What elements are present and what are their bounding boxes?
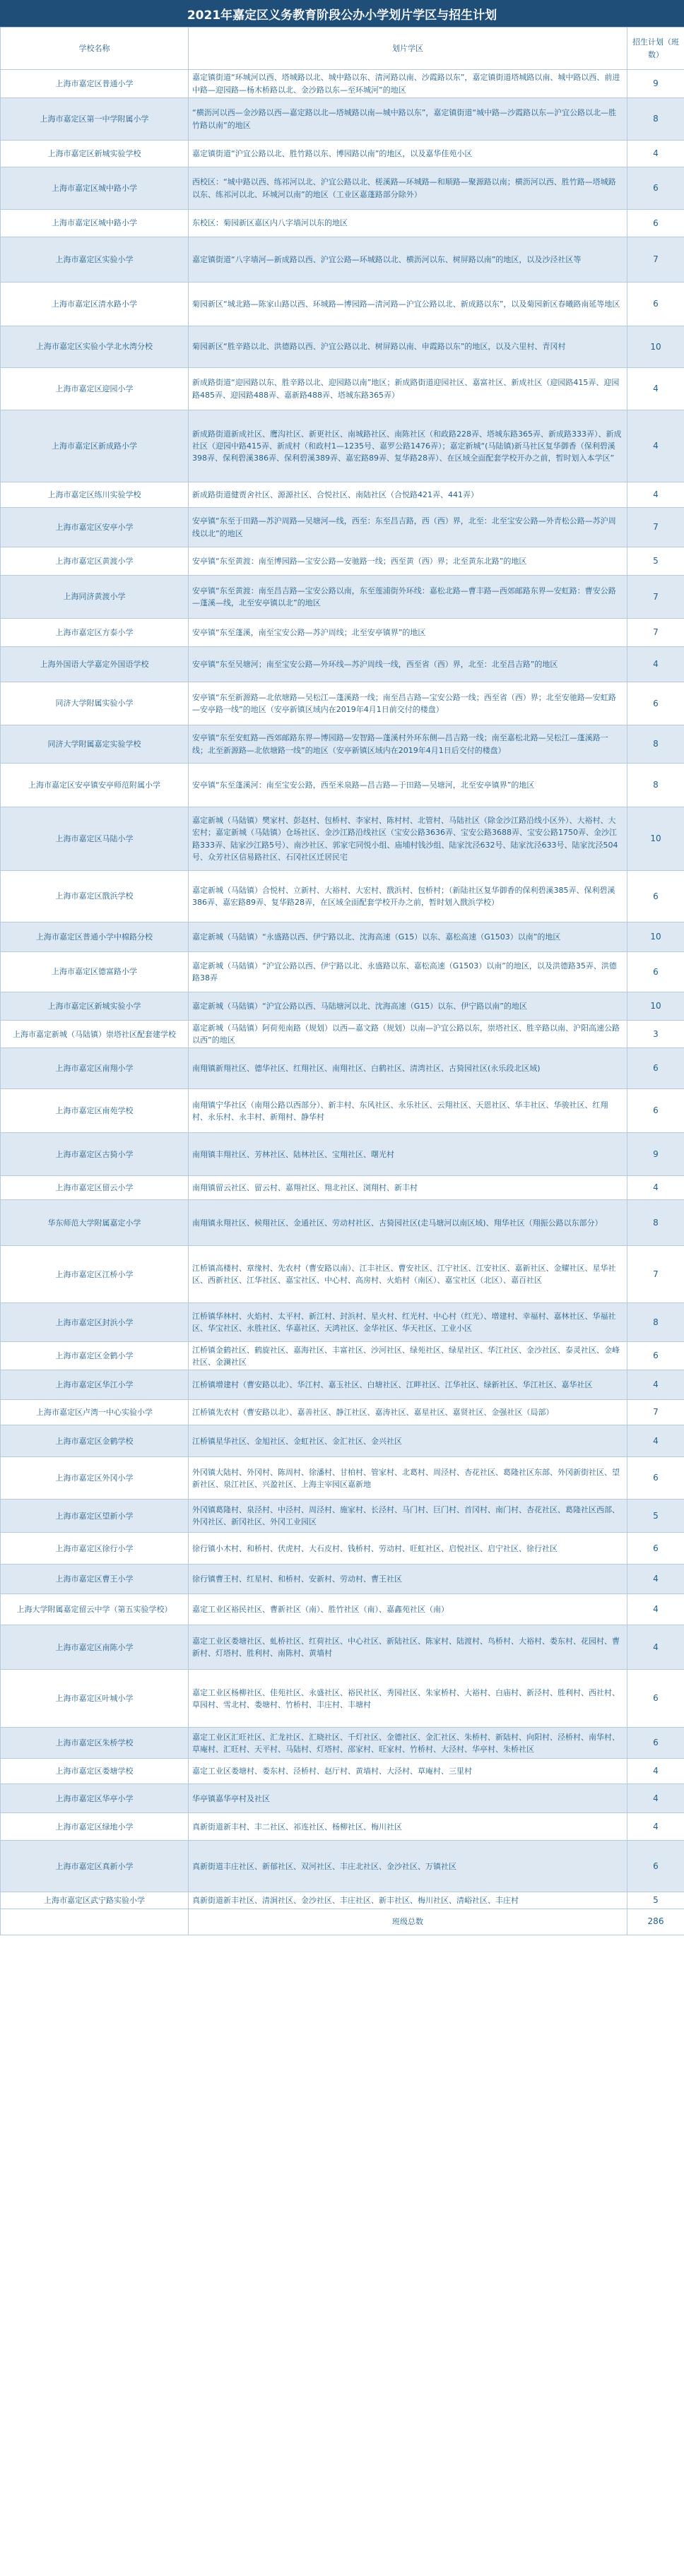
table-row	[1, 283, 684, 326]
row-plan-count: 8	[627, 764, 684, 807]
row-plan-count: 8	[627, 1200, 684, 1246]
row-school-name: 上海市嘉定区城中路小学	[1, 210, 189, 237]
row-zone-description: 南翔镇丰翔社区、芳林社区、陆林社区、宝翔社区、曙光村	[189, 1133, 627, 1176]
table-row	[1, 1303, 684, 1342]
total-value: 286	[627, 1909, 684, 1935]
row-plan-count: 6	[627, 1342, 684, 1370]
row-school-name: 上海市嘉定区娄塘学校	[1, 1759, 189, 1784]
table-header-row	[1, 28, 684, 70]
table-row	[1, 141, 684, 167]
row-plan-count: 10	[627, 807, 684, 871]
row-school-name: 上海市嘉定区留云小学	[1, 1176, 189, 1200]
row-zone-description: 江桥镇增建村（曹安路以北）、华江村、嘉玉社区、白塘社区、江畔社区、江华社区、绿新社区、华江社区、嘉华社区	[189, 1370, 627, 1400]
table-body	[1, 70, 684, 1909]
row-zone-description: 嘉定工业区汇旺社区、汇龙社区、汇晓社区、千灯社区、金德社区、金汇社区、朱桥村、新陆村、向阳村、泾桥村、南华村、草庵村、汇旺村、天平村、马陆村、灯塔村、邵家村、旺家村、竹桥村、大泾村、华亭村、朱桥社区	[189, 1728, 627, 1759]
row-plan-count: 4	[627, 1813, 684, 1841]
total-row	[1, 1909, 684, 1935]
row-zone-description: 徐行镇小木村、和桥村、伏虎村、大石皮村、钱桥村、劳动村、旺虹社区、启悦社区、启宁社区、徐行社区	[189, 1533, 627, 1565]
row-zone-description: 嘉定新城（马陆镇）合悦村、立新村、大裕村、大宏村、戬浜村、包桥村；（新陆社区复华御香的保利碧溪385弄、保利碧溪386弄、嘉宏路89弄、复华路28弄，在区域全面配套学校开办之前，暂时划入戬浜学校）	[189, 871, 627, 922]
row-plan-count: 6	[627, 167, 684, 210]
row-zone-description: 嘉定工业区杨柳社区、佳苑社区、永盛社区、裕民社区、秀园社区、朱家桥村、大裕村、白庙村、新泾村、胜利村、西社村、草园村、雪北村、娄塘村、竹桥村、丰庄村、丰塘村	[189, 1670, 627, 1728]
row-plan-count: 6	[627, 1728, 684, 1759]
row-zone-description: 嘉定镇街道“环城河以西、塔城路以北、城中路以东、清河路以南、沙霞路以东”，嘉定镇街道塔城路以南、城中路以西、前进中路—迎园路—杨木桥路以北、金沙路以东—至环城河”的地区	[189, 70, 627, 98]
table-row	[1, 1370, 684, 1400]
row-school-name: 上海市嘉定区华亭小学	[1, 1784, 189, 1813]
row-plan-count: 4	[627, 647, 684, 682]
row-school-name: 上海市嘉定区金鹤学校	[1, 1425, 189, 1457]
row-plan-count: 6	[627, 1841, 684, 1892]
table-row	[1, 1400, 684, 1425]
header-plan: 招生计划（班数）	[627, 28, 684, 70]
row-school-name: 上海市嘉定区南苑学校	[1, 1089, 189, 1133]
row-school-name: 上海市嘉定区新城实验小学	[1, 992, 189, 1021]
row-school-name: 上海市嘉定区新城实验学校	[1, 141, 189, 167]
table-row	[1, 952, 684, 992]
table-row	[1, 871, 684, 922]
table-row	[1, 237, 684, 283]
row-plan-count: 6	[627, 210, 684, 237]
row-zone-description: 嘉定工业区娄塘村、娄东村、泾桥村、赵厅村、黄墙村、大泾村、草庵村、三里村	[189, 1759, 627, 1784]
row-school-name: 上海市嘉定区迎园小学	[1, 368, 189, 410]
row-school-name: 上海市嘉定区江桥小学	[1, 1246, 189, 1303]
row-zone-description: 安亭镇“东至安虹路—西郊邮路东界—博园路—安智路—蓬溪村外环东侧—昌吉路一线；南至嘉松北路—吴松江—蓬溪路一线；北至新源路—北依塘路一线”的地区（安亭新镇区域内在2019年4月1日后交付的楼盘）	[189, 725, 627, 764]
table-row	[1, 98, 684, 141]
row-zone-description: 东校区：菊园新区嘉区内八字墙河以东的地区	[189, 210, 627, 237]
row-zone-description: 外冈镇大陆村、外冈村、陈周村、徐潘村、甘柏村、管家村、北葛村、周泾村、杏花社区、葛隆社区东部、外冈新街社区、望新社区、泉江社区、兴盈社区、上海主宰园区嘉新地	[189, 1457, 627, 1500]
row-zone-description: 嘉定镇街道“沪宜公路以北、胜竹路以东、博园路以南”的地区，以及嘉华佳苑小区	[189, 141, 627, 167]
row-school-name: 同济大学附属嘉定实验学校	[1, 725, 189, 764]
row-school-name: 上海市嘉定区武宁路实验小学	[1, 1892, 189, 1909]
row-plan-count: 4	[627, 141, 684, 167]
table-row	[1, 1089, 684, 1133]
table-row	[1, 1841, 684, 1892]
row-plan-count: 6	[627, 283, 684, 326]
table-row	[1, 547, 684, 576]
row-school-name: 上海市嘉定区城中路小学	[1, 167, 189, 210]
row-plan-count: 7	[627, 619, 684, 647]
row-school-name: 上海市嘉定区卢湾一中心实验小学	[1, 1400, 189, 1425]
row-plan-count: 7	[627, 1400, 684, 1425]
row-zone-description: 外冈镇葛隆村、泉泾村、中泾村、周泾村、施家村、长泾村、马门村、巨门村、首冈村、南门村、杏花社区、葛隆社区西部、外冈社区、新冈社区、外冈工业园区	[189, 1500, 627, 1533]
row-school-name: 上海市嘉定区新成路小学	[1, 410, 189, 482]
row-plan-count: 10	[627, 922, 684, 952]
row-school-name: 上海市嘉定区外冈小学	[1, 1457, 189, 1500]
table-row	[1, 482, 684, 508]
table-row	[1, 1813, 684, 1841]
row-plan-count: 6	[627, 1048, 684, 1089]
row-zone-description: 嘉定镇街道“八字墙河—新成路以西、沪宜公路—环城路以北、横沥河以东、树屏路以南”的地区，以及沙泾社区等	[189, 237, 627, 283]
table-row	[1, 70, 684, 98]
row-zone-description: 安亭镇“东至于田路—苏沪周路—吴塘河—线，西至：东至昌吉路，西（西）界，北至：北至宝安公路—外青松公路—苏沪周线以北”的地区	[189, 508, 627, 547]
row-plan-count: 7	[627, 1246, 684, 1303]
row-zone-description: 江桥镇高楼村、章缘村、先农村（曹安路以南）、江丰社区、曹安社区、江宁社区、江安社区、嘉新社区、金耀社区、星华社区、西新社区、江华社区、嘉宝社区、中心村、高房村、火焰村（南区）、嘉宝社区（北区）、嘉百社区	[189, 1246, 627, 1303]
row-school-name: 上海市嘉定区普通小学	[1, 70, 189, 98]
table-row	[1, 508, 684, 547]
table-row	[1, 1533, 684, 1565]
row-school-name: 上海市嘉定区真新小学	[1, 1841, 189, 1892]
row-school-name: 上海市嘉定区安亭小学	[1, 508, 189, 547]
table-row	[1, 922, 684, 952]
row-zone-description: 南翔镇永翔社区、候翔社区、金通社区、劳动村社区、古猗园社区(走马塘河以南区域)、翔华社区（翔振公路以东部分）	[189, 1200, 627, 1246]
table-row	[1, 576, 684, 619]
table-row	[1, 1784, 684, 1813]
row-school-name: 上海市嘉定区戬浜学校	[1, 871, 189, 922]
row-plan-count: 7	[627, 237, 684, 283]
table-row	[1, 1021, 684, 1048]
table-row	[1, 326, 684, 368]
row-zone-description: 安亭镇“东至蓬溪，南至宝安公路—苏沪周线；北至安亭镇界”的地区	[189, 619, 627, 647]
row-zone-description: 新成路街道健贾舍社区、源源社区、合悦社区、南陆社区（合悦路421弄、441弄）	[189, 482, 627, 508]
table-row	[1, 647, 684, 682]
row-school-name: 上海市嘉定区封浜小学	[1, 1303, 189, 1342]
row-zone-description: 南翔镇新翔社区、德华社区、红翔社区、南翔社区、白鹤社区、清湾社区、古猗园社区(永乐段北区域)	[189, 1048, 627, 1089]
table-row	[1, 764, 684, 807]
table-row	[1, 210, 684, 237]
enrollment-table	[0, 27, 684, 1935]
row-plan-count: 4	[627, 1425, 684, 1457]
row-zone-description: 真新街道丰庄社区、新郁社区、双河社区、丰庄北社区、金沙社区、万镇社区	[189, 1841, 627, 1892]
table-row	[1, 1594, 684, 1625]
row-school-name: 上海市嘉定新城（马陆镇）崇塔社区配套建学校	[1, 1021, 189, 1048]
row-school-name: 上海市嘉定区实验小学北水湾分校	[1, 326, 189, 368]
row-school-name: 上海市嘉定区马陆小学	[1, 807, 189, 871]
row-plan-count: 10	[627, 326, 684, 368]
row-plan-count: 6	[627, 1089, 684, 1133]
row-school-name: 上海市嘉定区黄渡小学	[1, 547, 189, 576]
row-zone-description: 西校区：“城中路以西、练祁河以北、沪宜公路以北、槎溪路—环城路—和顺路—聚源路以南；横沥河以西、胜竹路—塔城路以东、练祁河以北、环城河以南”的地区（工业区嘉蓬路部分除外）	[189, 167, 627, 210]
row-plan-count: 4	[627, 1625, 684, 1670]
table-row	[1, 1176, 684, 1200]
table-row	[1, 725, 684, 764]
row-school-name: 上海市嘉定区第一中学附属小学	[1, 98, 189, 141]
row-plan-count: 5	[627, 1892, 684, 1909]
row-zone-description: 嘉定工业区裕民社区、曹新社区（南）、胜竹社区（南）、嘉鑫苑社区（南）	[189, 1594, 627, 1625]
row-school-name: 上海外国语大学嘉定外国语学校	[1, 647, 189, 682]
row-school-name: 上海市嘉定区实验小学	[1, 237, 189, 283]
row-plan-count: 7	[627, 508, 684, 547]
row-school-name: 上海市嘉定区德富路小学	[1, 952, 189, 992]
table-row	[1, 682, 684, 725]
row-school-name: 上海市嘉定区望新小学	[1, 1500, 189, 1533]
table-row	[1, 807, 684, 871]
row-zone-description: 新成路街道新成社区、鹰沟社区、新更社区、南城路社区、南陈社区（和政路228弄、塔城东路365弄、新成路333弄）、新成社区（迎园中路415弄、新成村（和政村1—1235号、嘉罗公路1476弄）；嘉定新城“(马陆镇)新马社区复华御香（保利碧溪398弄、保利碧溪386弄、保利碧溪389弄、嘉宏路89弄、复华路28弄）、在区域全面配套学校开办之前，暂时划入本学区”	[189, 410, 627, 482]
row-plan-count: 8	[627, 98, 684, 141]
row-school-name: 华东师范大学附属嘉定小学	[1, 1200, 189, 1246]
page-title: 2021年嘉定区义务教育阶段公办小学划片学区与招生计划	[0, 0, 684, 27]
row-zone-description: 嘉定新城（马陆镇）“永盛路以西、伊宁路以北、沈海高速（G15）以东、嘉松高速（G1503）以南”的地区	[189, 922, 627, 952]
row-school-name: 同济大学附属实验小学	[1, 682, 189, 725]
table-row	[1, 167, 684, 210]
row-plan-count: 4	[627, 1784, 684, 1813]
table-row	[1, 1892, 684, 1909]
table-row	[1, 1200, 684, 1246]
table-row	[1, 1133, 684, 1176]
row-school-name: 上海市嘉定区绿地小学	[1, 1813, 189, 1841]
table-row	[1, 1457, 684, 1500]
row-plan-count: 6	[627, 682, 684, 725]
table-row	[1, 368, 684, 410]
row-plan-count: 8	[627, 1303, 684, 1342]
row-plan-count: 6	[627, 952, 684, 992]
row-zone-description: 安亭镇“东至蓬溪河：南至宝安公路，西至米泉路—昌吉路—于田路—吴塘河，北至安亭镇界”的地区	[189, 764, 627, 807]
row-zone-description: 江桥镇先农村（曹安路以北）、嘉善社区、静江社区、嘉涛社区、嘉星社区、嘉贤社区、金强社区（局部）	[189, 1400, 627, 1425]
table-row	[1, 1625, 684, 1670]
table-row	[1, 1246, 684, 1303]
row-plan-count: 10	[627, 992, 684, 1021]
table-row	[1, 1500, 684, 1533]
row-plan-count: 4	[627, 410, 684, 482]
row-plan-count: 7	[627, 576, 684, 619]
row-school-name: 上海市嘉定区南翔小学	[1, 1048, 189, 1089]
row-school-name: 上海市嘉定区徐行小学	[1, 1533, 189, 1565]
row-zone-description: “横沥河以西—金沙路以西—嘉定路以北—塔城路以南—城中路以东”，嘉定镇街道“城中路—沙霞路以东—沪宜公路以北—胜竹路以南”的地区	[189, 98, 627, 141]
row-school-name: 上海市嘉定区普通小学中棉路分校	[1, 922, 189, 952]
table-row	[1, 1728, 684, 1759]
row-zone-description: 菊园新区“胜辛路以北、洪德路以西、沪宜公路以北、树屏路以南、申霞路以东”的地区，以及六里村、青冈村	[189, 326, 627, 368]
row-zone-description: 菊园新区“城北路—陈家山路以西、环城路—博园路—清河路—沪宜公路以北、新成路以东”，以及菊园新区春曦路南延等地区	[189, 283, 627, 326]
row-zone-description: 安亭镇“东至黄渡：南至博园路—宝安公路—安驰路一线；西至黄（西）界；北至黄东北路”的地区	[189, 547, 627, 576]
row-zone-description: 安亭镇“东至黄渡：南至昌吉路—宝安公路以南，东至莲浦街外环线：嘉松北路—曹丰路—西郊邮路东界—安虹路：曹安公路—蓬溪—线，北至安亭镇以北”的地区	[189, 576, 627, 619]
row-zone-description: 徐行镇曹王村、红星村、和桥村、安新村、劳动村、曹王社区	[189, 1565, 627, 1594]
row-school-name: 上海大学附属嘉定留云中学（第五实验学校）	[1, 1594, 189, 1625]
row-plan-count: 4	[627, 482, 684, 508]
row-plan-count: 9	[627, 70, 684, 98]
row-zone-description: 嘉定新城（马陆镇）阿荷苑南路（规划）以西—嘉文路（规划）以南—沪宜公路以东，崇塔社区、胜辛路以南、沪阳高速公路以西”的地区	[189, 1021, 627, 1048]
header-school: 学校名称	[1, 28, 189, 70]
row-school-name: 上海市嘉定区南陈小学	[1, 1625, 189, 1670]
row-plan-count: 4	[627, 368, 684, 410]
row-plan-count: 4	[627, 1370, 684, 1400]
table-row	[1, 1425, 684, 1457]
row-plan-count: 4	[627, 1565, 684, 1594]
row-plan-count: 4	[627, 1594, 684, 1625]
row-zone-description: 真新街道新丰村、丰二社区、祁连社区、杨柳社区、梅川社区	[189, 1813, 627, 1841]
table-row	[1, 992, 684, 1021]
row-school-name: 上海市嘉定区曹王小学	[1, 1565, 189, 1594]
row-school-name: 上海同济黄渡小学	[1, 576, 189, 619]
row-plan-count: 6	[627, 1457, 684, 1500]
table-row	[1, 1342, 684, 1370]
row-zone-description: 华亭镇嘉华亭村及社区	[189, 1784, 627, 1813]
row-zone-description: 嘉定新城（马陆镇）“沪宜公路以西、伊宁路以北、永盛路以东、嘉松高速（G1503）以南”的地区，以及洪德路35弄、洪德路38弄	[189, 952, 627, 992]
row-zone-description: 南翔镇宁华社区（南翔公路以西部分）、新丰村、东风社区、永乐社区、云翔社区、天恩社区、华丰社区、华骏社区、红翔村、永乐村、永丰村、新翔村、静华村	[189, 1089, 627, 1133]
row-zone-description: 嘉定新城（马陆镇）“沪宜公路以西、马陆塘河以北、沈海高速（G15）以东、伊宁路以南”的地区	[189, 992, 627, 1021]
row-school-name: 上海市嘉定区方泰小学	[1, 619, 189, 647]
row-school-name: 上海市嘉定区朱桥学校	[1, 1728, 189, 1759]
row-school-name: 上海市嘉定区华江小学	[1, 1370, 189, 1400]
row-plan-count: 6	[627, 1533, 684, 1565]
table-row	[1, 1759, 684, 1784]
row-plan-count: 4	[627, 1759, 684, 1784]
table-row	[1, 1565, 684, 1594]
row-plan-count: 6	[627, 1670, 684, 1728]
table-row	[1, 410, 684, 482]
row-zone-description: 嘉定工业区娄塘社区、虬桥社区、红荷社区、中心社区、新陆社区、陈家村、陆渡村、鸟桥村、大裕村、娄东村、花园村、曹新村、灯塔村、胜利村、南陈村、黄墙村	[189, 1625, 627, 1670]
table-row	[1, 1670, 684, 1728]
row-school-name: 上海市嘉定区古猗小学	[1, 1133, 189, 1176]
row-school-name: 上海市嘉定区安亭镇安亭师范附属小学	[1, 764, 189, 807]
row-plan-count: 5	[627, 1500, 684, 1533]
row-plan-count: 3	[627, 1021, 684, 1048]
total-label: 班级总数	[189, 1909, 627, 1935]
row-plan-count: 8	[627, 725, 684, 764]
table-row	[1, 619, 684, 647]
row-plan-count: 9	[627, 1133, 684, 1176]
row-plan-count: 5	[627, 547, 684, 576]
row-zone-description: 新成路街道“迎园路以东、胜辛路以北、迎园路以南”地区；新成路街道迎园社区、嘉富社区、新成社区（迎园路415弄、迎园路485弄、迎园路488弄、嘉新路488弄、塔城东路365弄）	[189, 368, 627, 410]
row-zone-description: 江桥镇星华社区、金旭社区、金虹社区、金汇社区、金兴社区	[189, 1425, 627, 1457]
header-zone: 划片学区	[189, 28, 627, 70]
row-school-name: 上海市嘉定区清水路小学	[1, 283, 189, 326]
row-zone-description: 真新街道新丰社区、清涧社区、金沙社区、丰庄社区、新丰社区、梅川社区、清峪社区、丰庄村	[189, 1892, 627, 1909]
table-row	[1, 1048, 684, 1089]
row-zone-description: 安亭镇“东至新源路—北依塘路—吴松江—蓬溪路一线；南至昌吉路—宝安公路一线；西至省（西）界；北至安驰路—安虹路—安亭路一线”的地区（安亭新镇区域内在2019年4月1日前交付的楼盘）	[189, 682, 627, 725]
row-school-name: 上海市嘉定区金鹤小学	[1, 1342, 189, 1370]
row-zone-description: 南翔镇留云社区、留云村、嘉翔社区、翔北社区、浏翔村、新丰村	[189, 1176, 627, 1200]
row-zone-description: 嘉定新城（马陆镇）樊家村、彭赵村、包桥村、李家村、陈村村、北管村、马陆社区（除金沙江路沿线小区外）、大裕村、大宏村；嘉定新城（马陆镇）仓场社区、金沙江路沿线社区（宝安公路3636弄、宝安公路3688弄、宝安公路1750弄、金沙江路333弄、陆家沙江路5号）、南沙社区、郭家宅同悦小组、庙埔村钱沙组、陆家沈泾632号、陆家沈泾633号、陆家沈泾504号、众芳社区信易路社区、石冈社区迁居民宅	[189, 807, 627, 871]
row-zone-description: 安亭镇“东至吴塘河；南至宝安公路—外环线—苏沪周线一线，西至省（西）界，北至：北至昌吉路”的地区	[189, 647, 627, 682]
row-zone-description: 江桥镇华林村、火焰村、太平村、新江村、封浜村、星火村、红光村、中心村（红光）、增建村、幸福村、嘉林社区、华福社区、华宝社区、永胜社区、华嘉社区、天鸿社区、金华社区、华天社区、工业小区	[189, 1303, 627, 1342]
row-plan-count: 6	[627, 871, 684, 922]
row-zone-description: 江桥镇金鹤社区、鹤旋社区、嘉海社区、丰富社区、沙河社区、绿苑社区、绿星社区、华江社区、金沙社区、泰灵社区、金峰社区、金澜社区	[189, 1342, 627, 1370]
row-plan-count: 4	[627, 1176, 684, 1200]
row-school-name: 上海市嘉定区叶城小学	[1, 1670, 189, 1728]
row-school-name: 上海市嘉定区练川实验学校	[1, 482, 189, 508]
